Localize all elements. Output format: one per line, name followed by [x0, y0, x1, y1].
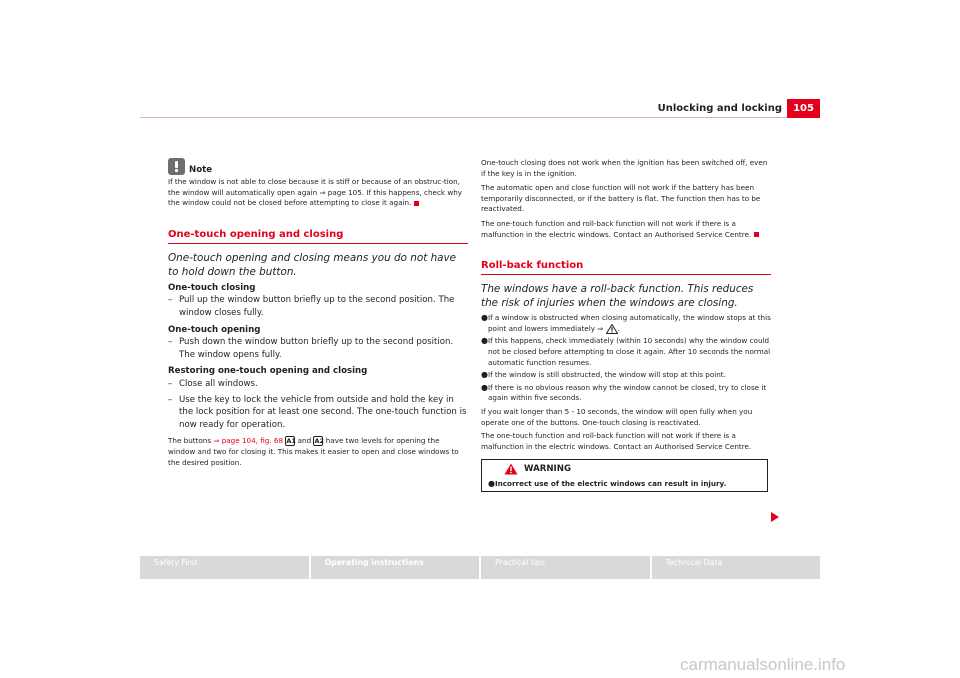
warning-text: ● Incorrect use of the electric windows can result in injury. [488, 479, 727, 489]
list-item: ● If this happens, check immediately (within 10 seconds) why the window could not be closed before attempting to close it again. After 10 seconds the normal automatic function resumes. [481, 336, 771, 367]
list-item: – Use the key to lock the vehicle from outside and hold the key in the lock position for at least one second. The one-touch function is now ready for operation. [168, 394, 467, 430]
tab-practical-tips[interactable]: Practical tips [481, 556, 650, 579]
end-mark-icon [754, 232, 759, 237]
section-subtitle-one-touch: One-touch opening and closing means you do not have to hold down the button. [168, 251, 457, 278]
warning-triangle-icon [504, 463, 518, 475]
page-number: 105 [787, 99, 820, 118]
paragraph: The one-touch function and roll-back function will not work if there is a malfunction in the electric windows. Contact an Authorised Service Centre. [481, 219, 771, 240]
tab-safety-first[interactable]: Safety First [140, 556, 309, 579]
watermark: carmanualsonline.info [680, 655, 846, 674]
callout-a1: A1 [286, 437, 296, 446]
header-rule [140, 117, 820, 118]
right-column [481, 158, 771, 492]
buttons-paragraph: The buttons ⇒ page 104, fig. 68 A1 and A2 have two levels for opening the window and two for closing it. This makes it easier to open and close windows to the desired position. [168, 436, 459, 467]
list-item: – Close all windows. [168, 378, 258, 389]
list-item: – Push down the window button briefly up to the second position. The window opens fully. [168, 337, 454, 360]
note-icon [168, 158, 185, 175]
section-title-one-touch: One-touch opening and closing [168, 229, 468, 244]
footer-nav [140, 556, 820, 579]
tab-operating-instructions[interactable]: Operating instructions [311, 556, 480, 579]
warning-box [481, 459, 768, 492]
paragraph: The one-touch function and roll-back function will not work if there is a malfunction in the electric windows. Contact an Authorised Service Centre. [481, 431, 752, 451]
continue-arrow-icon [771, 512, 779, 522]
restore-heading: Restoring one-touch opening and closing [168, 366, 368, 377]
list-item: ● If there is no obvious reason why the window cannot be closed, try to close it again within five seconds. [481, 382, 767, 403]
paragraph: The automatic open and close function will not work if the battery has been temporarily disconnected, or if the battery is flat. The function then has to be reactivated. [481, 183, 761, 214]
paragraph: If you wait longer than 5 - 10 seconds, the window will open fully when you operate one of the buttons. One-touch closing is reactivated. [481, 406, 753, 427]
callout-a2: A2 [314, 437, 325, 446]
left-column [168, 158, 468, 468]
list-item: ● If the window is still obstructed, the window will stop at this point. [481, 370, 726, 380]
tab-technical-data[interactable]: Technical Data [652, 556, 821, 579]
section-subtitle-roll-back: The windows have a roll-back function. This reduces the risk of injuries when the windows are closing. [481, 283, 754, 310]
page-header-title: Unlocking and locking [657, 103, 782, 114]
page-reference-link[interactable]: ⇒ page 104, fig. 68 [213, 436, 284, 446]
closing-heading: One-touch closing [168, 282, 256, 293]
list-item: – Pull up the window button briefly up to the second position. The window closes fully. [168, 295, 455, 318]
note-label: Note [189, 165, 213, 175]
list-item: ● If a window is obstructed when closing automatically, the window stops at this point and lowers immediately ⇒ . [481, 313, 771, 333]
paragraph: One-touch closing does not work when the ignition has been switched off, even if the key is in the ignition. [481, 158, 768, 178]
section-title-roll-back: Roll-back function [481, 260, 771, 275]
end-mark-icon [414, 201, 419, 206]
warning-triangle-icon [606, 324, 618, 334]
warning-heading: WARNING [482, 460, 767, 477]
opening-heading: One-touch opening [168, 324, 261, 335]
note-heading [168, 158, 468, 175]
note-text: If the window is not able to close because it is stiff or because of an obstruc-tion, the window will automatically open again ⇒ page 105. If this happens, check why the window could not be closed before attempting to close it again. [168, 177, 463, 208]
